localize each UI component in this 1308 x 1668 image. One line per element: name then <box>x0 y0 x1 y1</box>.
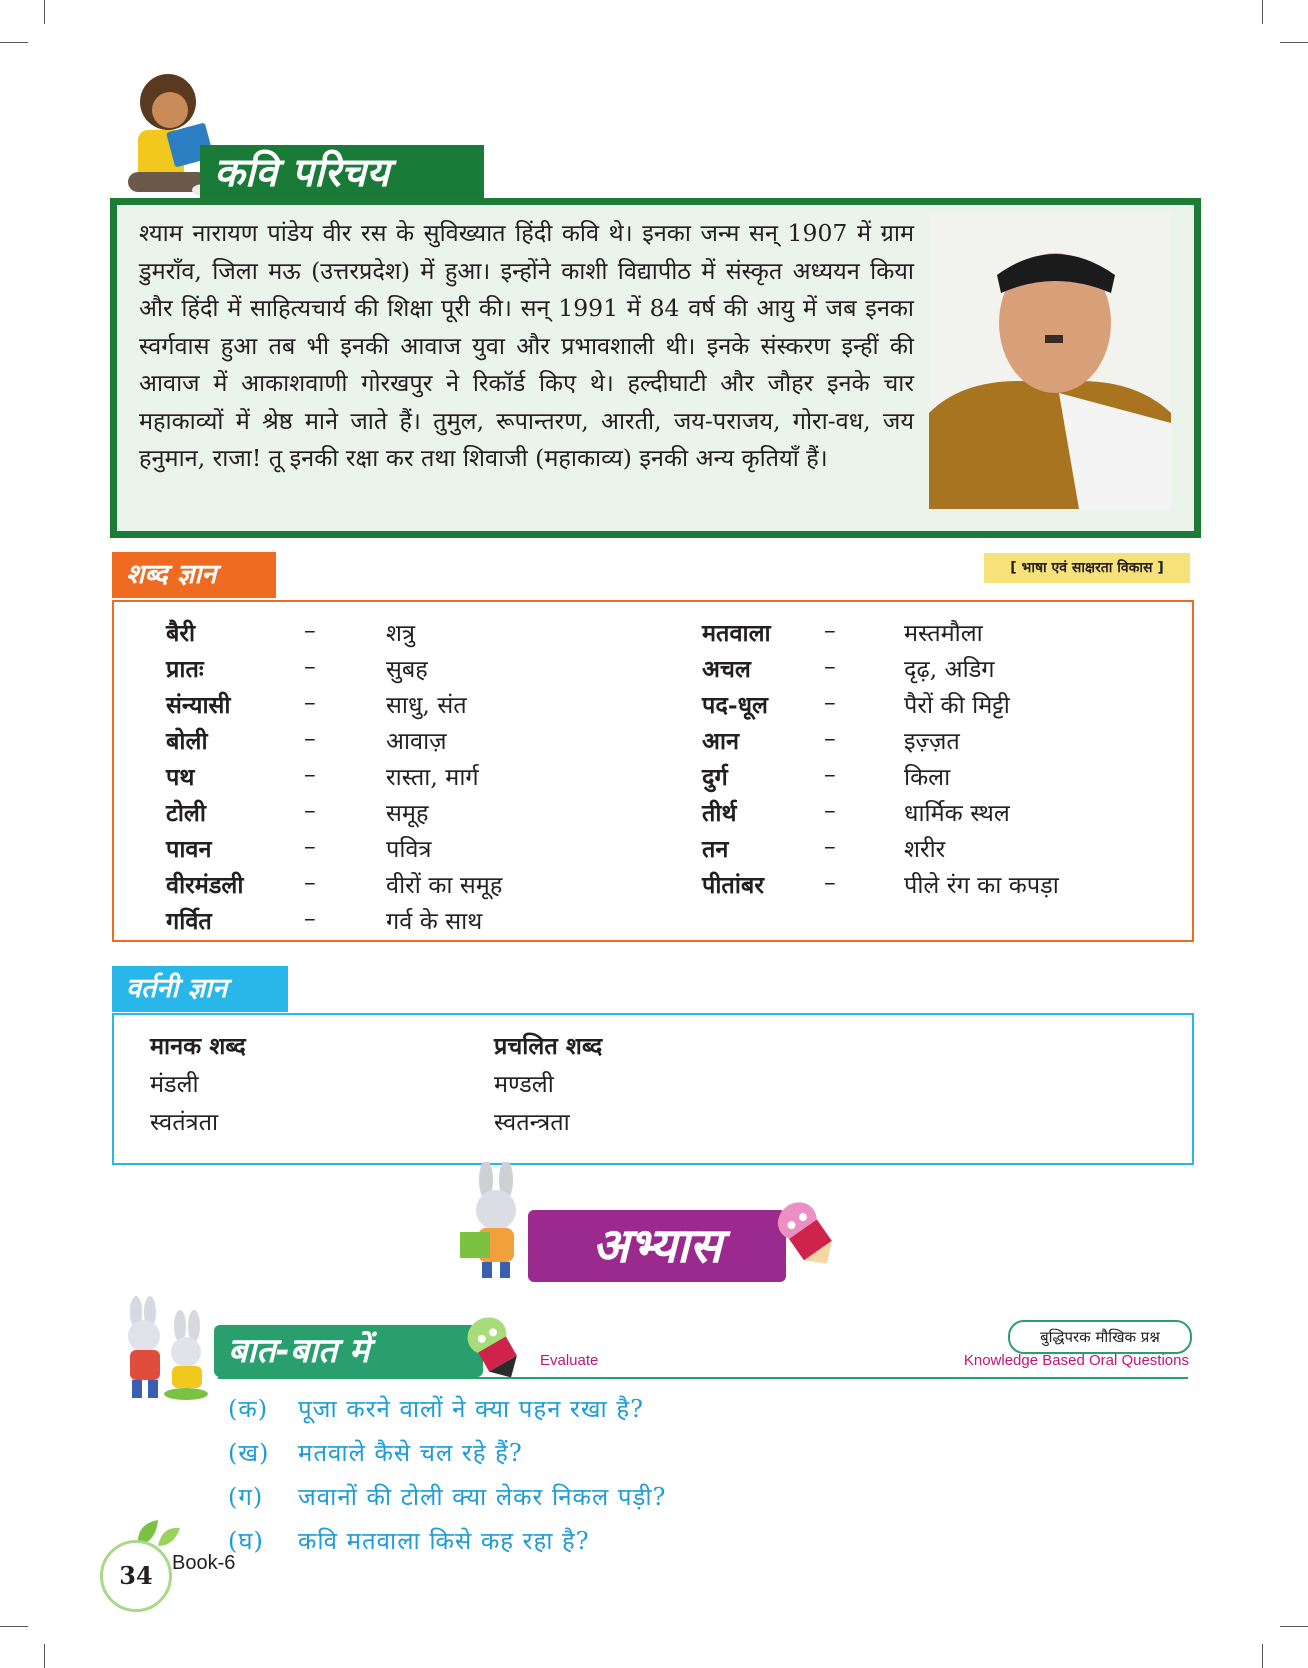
vocab-term: तीर्थ <box>702 799 737 827</box>
vocab-row <box>702 760 728 792</box>
vocab-dash: – <box>304 796 316 824</box>
vocab-row <box>166 724 208 756</box>
vocab-term: तन <box>702 835 729 863</box>
vocab-dash: – <box>304 832 316 860</box>
vocab-row <box>166 796 206 828</box>
vocab-meaning: इज़्ज़त <box>904 727 960 755</box>
vocab-row <box>166 652 204 684</box>
vocab-dash: – <box>304 724 316 752</box>
vocab-term: आन <box>702 727 740 755</box>
vocab-row <box>166 688 231 720</box>
vocab-dash: – <box>304 904 316 932</box>
vocab-meaning: पीले रंग का कपड़ा <box>904 871 1059 899</box>
question-text: जवानों की टोली क्या लेकर निकल पड़ी? <box>298 1483 667 1511</box>
spelling-standard: मंडली <box>150 1070 199 1098</box>
section-title-poet-intro: कवि परिचय <box>200 145 484 201</box>
crop-mark <box>1280 42 1308 43</box>
question-number: (घ) <box>228 1527 264 1555</box>
vocab-meaning: रास्ता, मार्ग <box>386 763 479 791</box>
vocab-row <box>702 616 771 648</box>
vocab-term: अचल <box>702 655 751 683</box>
vocab-term: प्रातः <box>166 655 204 683</box>
vocab-meaning: पैरों की मिट्टी <box>904 691 1010 719</box>
vocab-meaning: समूह <box>386 799 429 827</box>
vocab-term: पावन <box>166 835 212 863</box>
crop-mark <box>1262 1644 1263 1668</box>
rabbits-illustration <box>106 1296 216 1402</box>
vocab-meaning: शत्रु <box>386 619 415 647</box>
question-number: (ख) <box>228 1439 270 1467</box>
vocab-meaning: किला <box>904 763 951 791</box>
vocab-term: पीतांबर <box>702 871 764 899</box>
section-title-spelling: वर्तनी ज्ञान <box>112 966 288 1012</box>
vocab-row <box>166 616 195 648</box>
vocab-row <box>702 832 728 864</box>
vocab-term: बैरी <box>166 619 196 647</box>
vocab-dash: – <box>304 760 316 788</box>
question-item <box>228 1436 523 1469</box>
vocab-row <box>166 760 194 792</box>
pencil-mascot-icon <box>458 1312 530 1384</box>
vocab-row <box>702 868 764 900</box>
vocab-meaning: पवित्र <box>386 835 432 863</box>
vocab-meaning: वीरों का समूह <box>386 871 503 899</box>
oral-questions-pill: बुद्धिपरक मौखिक प्रश्न <box>1008 1320 1192 1354</box>
section-title-vocabulary: शब्द ज्ञान <box>112 552 276 598</box>
vocab-dash: – <box>824 868 836 896</box>
vocab-dash: – <box>824 616 836 644</box>
vocab-row <box>702 652 751 684</box>
vocab-meaning: दृढ़, अडिग <box>904 655 995 683</box>
section-divider <box>218 1377 1188 1379</box>
vocab-row <box>166 868 243 900</box>
vocab-term: बोली <box>166 727 208 755</box>
poet-bio-text: श्याम नारायण पांडेय वीर रस के सुविख्यात हिंदी कवि थे। इनका जन्म सन् 1907 में ग्राम डुमराँव, जिला मऊ (उत्तरप्रदेश) में हुआ। इन्होंने काशी विद्यापीठ में संस्कृत अध्ययन किया और हिंदी में साहित्यचार्य की शिक्षा पूरी की। सन् 1991 में 84 वर्ष की आयु में जब इनका स्वर्गवास हुआ तब भी इनकी आवाज युवा और प्रभावशाली थी। इनके संस्करण इन्हीं की आवाज में आकाशवाणी गोरखपुर ने रिकॉर्ड किए थे। हल्दीघाटी और जौहर इनके चार महाकाव्यों में श्रेष्ठ माने जाते हैं। तुमुल, रूपान्तरण, आरती, जय-पराजय, गोरा-वध, जय हनुमान, राजा! तू इनकी रक्षा कर तथा शिवाजी (महाकाव्य) इनकी अन्य कृतियाँ हैं। <box>139 219 914 472</box>
spelling-standard: स्वतंत्रता <box>150 1108 219 1136</box>
pencil-mascot-icon <box>772 1198 842 1272</box>
rabbit-reading-illustration <box>452 1162 540 1282</box>
crop-mark <box>0 42 28 43</box>
vocab-meaning: मस्तमौला <box>904 619 983 647</box>
vocab-dash: – <box>824 688 836 716</box>
vocab-dash: – <box>304 868 316 896</box>
question-number: (ग) <box>228 1483 264 1511</box>
crop-mark <box>1262 0 1263 24</box>
question-number: (क) <box>228 1395 269 1423</box>
vocab-term: मतवाला <box>702 619 771 647</box>
vocab-dash: – <box>824 652 836 680</box>
vocab-term: दुर्ग <box>702 763 728 791</box>
vocab-meaning: शरीर <box>904 835 946 863</box>
question-text: मतवाले कैसे चल रहे हैं? <box>298 1439 523 1467</box>
vocab-term: पद-धूल <box>702 691 768 719</box>
spelling-common: स्वतन्त्रता <box>494 1108 570 1136</box>
vocab-dash: – <box>824 724 836 752</box>
section-title-oral: बात-बात में <box>214 1325 483 1377</box>
question-item <box>228 1524 590 1557</box>
vocab-term: टोली <box>166 799 206 827</box>
vocab-dash: – <box>824 796 836 824</box>
vocab-row <box>702 688 768 720</box>
crop-mark <box>44 1644 45 1668</box>
vocab-row <box>702 796 737 828</box>
vocab-meaning: गर्व के साथ <box>386 907 483 935</box>
vocab-term: गर्वित <box>166 907 212 935</box>
evaluate-label: Evaluate <box>540 1352 599 1369</box>
spelling-header-common: प्रचलित शब्द <box>494 1032 603 1060</box>
spelling-box <box>112 1013 1194 1165</box>
vocab-meaning: सुबह <box>386 655 428 683</box>
section-title-exercise: अभ्यास <box>528 1210 786 1282</box>
vocab-dash: – <box>824 760 836 788</box>
question-text: कवि मतवाला किसे कह रहा है? <box>298 1527 590 1555</box>
vocab-term: वीरमंडली <box>166 871 244 899</box>
spelling-header-standard: मानक शब्द <box>150 1032 246 1060</box>
spelling-common: मण्डली <box>494 1070 554 1098</box>
vocab-dash: – <box>304 616 316 644</box>
vocab-row <box>166 832 212 864</box>
vocab-dash: – <box>824 832 836 860</box>
vocab-row <box>702 724 739 756</box>
vocab-dash: – <box>304 652 316 680</box>
oral-questions-english: Knowledge Based Oral Questions <box>963 1352 1189 1369</box>
crop-mark <box>0 1626 28 1627</box>
vocab-dash: – <box>304 688 316 716</box>
vocab-meaning: धार्मिक स्थल <box>904 799 1010 827</box>
book-label: Book-6 <box>172 1552 236 1574</box>
vocab-meaning: साधु, संत <box>386 691 467 719</box>
crop-mark <box>1280 1626 1308 1627</box>
page-number: 34 <box>100 1540 172 1612</box>
vocab-row <box>166 904 212 936</box>
poet-bio-box <box>110 198 1201 538</box>
skill-badge: [ भाषा एवं साक्षरता विकास ] <box>984 553 1190 583</box>
crop-mark <box>44 0 45 24</box>
vocabulary-box <box>112 600 1194 942</box>
poet-portrait <box>929 213 1171 509</box>
question-item <box>228 1392 644 1425</box>
vocab-meaning: आवाज़ <box>386 727 447 755</box>
vocab-term: संन्यासी <box>166 691 231 719</box>
question-item <box>228 1480 666 1513</box>
vocab-term: पथ <box>166 763 195 791</box>
question-text: पूजा करने वालों ने क्या पहन रखा है? <box>298 1395 644 1423</box>
